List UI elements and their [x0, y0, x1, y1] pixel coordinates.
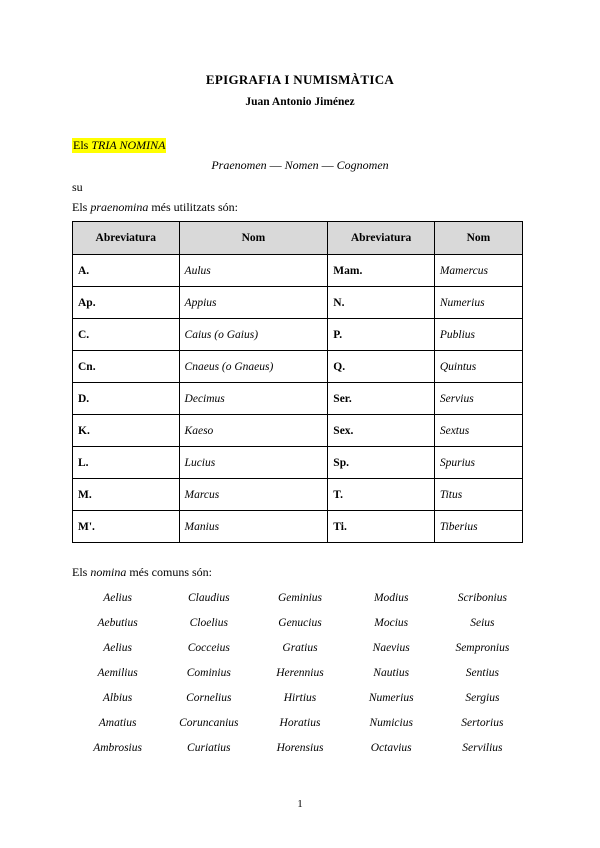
- name-cell: Titus: [434, 479, 522, 511]
- nomen-item: Cloelius: [189, 617, 228, 629]
- column-header: Abreviatura: [328, 222, 435, 255]
- nomen-item: Scribonius: [457, 592, 507, 604]
- table-row: [73, 511, 523, 543]
- nomen-item: Albius: [102, 692, 133, 704]
- nomen-item: Aelius: [103, 592, 132, 604]
- nomen-item: Geminius: [277, 592, 323, 604]
- table-row: [73, 287, 523, 319]
- column-header: Abreviatura: [73, 222, 180, 255]
- name-cell: Manius: [179, 511, 328, 543]
- section-heading-tria-nomina: [72, 138, 166, 153]
- name-cell: Servius: [434, 383, 522, 415]
- nomen-item: Sergius: [465, 692, 500, 704]
- name-cell: Quintus: [434, 351, 522, 383]
- nomen-item: Claudius: [188, 592, 230, 604]
- abbreviation-cell: M.: [73, 479, 180, 511]
- nomen-item: Octavius: [370, 742, 412, 754]
- table-row: [73, 383, 523, 415]
- nomen-item: Hirtius: [283, 692, 317, 704]
- nomen-item: Mocius: [374, 617, 409, 629]
- formula-praenomen: Praenomen: [211, 158, 267, 172]
- name-cell: Tiberius: [434, 511, 522, 543]
- nomen-item: Gratius: [282, 642, 318, 654]
- name-cell: Mamercus: [434, 255, 522, 287]
- abbreviation-cell: L.: [73, 447, 180, 479]
- formula-separator: —: [266, 158, 285, 172]
- column-header: Nom: [434, 222, 522, 255]
- table-row: [73, 447, 523, 479]
- nomen-item: Horatius: [279, 717, 321, 729]
- nomen-item: Amatius: [98, 717, 137, 729]
- nomen-item: Cominius: [186, 667, 231, 679]
- praenomina-intro-suffix: més utilitzats són:: [148, 200, 239, 214]
- name-cell: Appius: [179, 287, 328, 319]
- nomina-intro-prefix: Els: [72, 565, 91, 579]
- nomen-item: Aelius: [103, 642, 132, 654]
- nomen-item: Servilius: [462, 742, 503, 754]
- abbreviation-cell: T.: [328, 479, 435, 511]
- praenomina-table-body: [73, 255, 523, 543]
- abbreviation-cell: D.: [73, 383, 180, 415]
- name-cell: Decimus: [179, 383, 328, 415]
- nomen-item: Curiatius: [187, 742, 231, 754]
- nomina-list: [72, 590, 528, 756]
- table-row: [73, 479, 523, 511]
- nomen-item: Numicius: [369, 717, 413, 729]
- nomen-item: Sentius: [465, 667, 499, 679]
- abbreviation-cell: Q.: [328, 351, 435, 383]
- abbreviation-cell: Ap.: [73, 287, 180, 319]
- table-header-row: [73, 222, 523, 255]
- name-cell: Kaeso: [179, 415, 328, 447]
- nomen-item: Cocceius: [187, 642, 230, 654]
- abbreviation-cell: Sp.: [328, 447, 435, 479]
- abbreviation-cell: M'.: [73, 511, 180, 543]
- nomen-item: Horensius: [276, 742, 324, 754]
- name-cell: Spurius: [434, 447, 522, 479]
- nomen-item: Aebutius: [97, 617, 138, 629]
- formula-nomen: Nomen: [284, 158, 319, 172]
- praenomina-intro-prefix: Els: [72, 200, 91, 214]
- nomina-intro-suffix: més comuns són:: [126, 565, 213, 579]
- praenomina-intro-italic: praenomina: [90, 200, 149, 214]
- nomen-item: Genucius: [278, 617, 322, 629]
- name-cell: Publius: [434, 319, 522, 351]
- nomina-intro: [72, 565, 212, 580]
- nomen-item: Aemilius: [97, 667, 138, 679]
- abbreviation-cell: K.: [73, 415, 180, 447]
- praenomina-intro: [72, 200, 238, 215]
- nomen-item: Seius: [470, 617, 495, 629]
- abbreviation-cell: Cn.: [73, 351, 180, 383]
- table-row: [73, 255, 523, 287]
- page-number: 1: [297, 798, 303, 810]
- name-cell: Sextus: [434, 415, 522, 447]
- nomen-item: Herennius: [276, 667, 324, 679]
- praenomina-table: [72, 221, 523, 543]
- abbreviation-cell: Ti.: [328, 511, 435, 543]
- table-row: [73, 415, 523, 447]
- name-formula: [0, 158, 600, 173]
- abbreviation-cell: C.: [73, 319, 180, 351]
- abbreviation-cell: Mam.: [328, 255, 435, 287]
- nomen-item: Ambrosius: [93, 742, 142, 754]
- formula-cognomen: Cognomen: [336, 158, 389, 172]
- name-cell: Lucius: [179, 447, 328, 479]
- nomen-item: Coruncanius: [179, 717, 239, 729]
- stray-text: su: [72, 180, 83, 194]
- abbreviation-cell: P.: [328, 319, 435, 351]
- nomen-item: Cornelius: [186, 692, 232, 704]
- nomen-item: Sempronius: [455, 642, 510, 654]
- table-row: [73, 351, 523, 383]
- nomen-item: Nautius: [373, 667, 410, 679]
- formula-separator: —: [318, 158, 337, 172]
- nomen-item: Numerius: [368, 692, 414, 704]
- name-cell: Caius (o Gaius): [179, 319, 328, 351]
- column-header: Nom: [179, 222, 328, 255]
- nomen-item: Sertorius: [461, 717, 504, 729]
- section-heading-prefix: Els: [73, 138, 92, 152]
- abbreviation-cell: Ser.: [328, 383, 435, 415]
- section-heading-italic: TRIA NOMINA: [91, 138, 166, 152]
- name-cell: Aulus: [179, 255, 328, 287]
- nomen-item: Naevius: [372, 642, 410, 654]
- abbreviation-cell: N.: [328, 287, 435, 319]
- abbreviation-cell: A.: [73, 255, 180, 287]
- name-cell: Cnaeus (o Gnaeus): [179, 351, 328, 383]
- nomina-intro-italic: nomina: [90, 565, 127, 579]
- table-row: [73, 319, 523, 351]
- nomen-item: Modius: [373, 592, 409, 604]
- document-author: Juan Antonio Jiménez: [245, 96, 355, 108]
- abbreviation-cell: Sex.: [328, 415, 435, 447]
- document-title: EPIGRAFIA I NUMISMÀTICA: [205, 72, 395, 87]
- name-cell: Numerius: [434, 287, 522, 319]
- name-cell: Marcus: [179, 479, 328, 511]
